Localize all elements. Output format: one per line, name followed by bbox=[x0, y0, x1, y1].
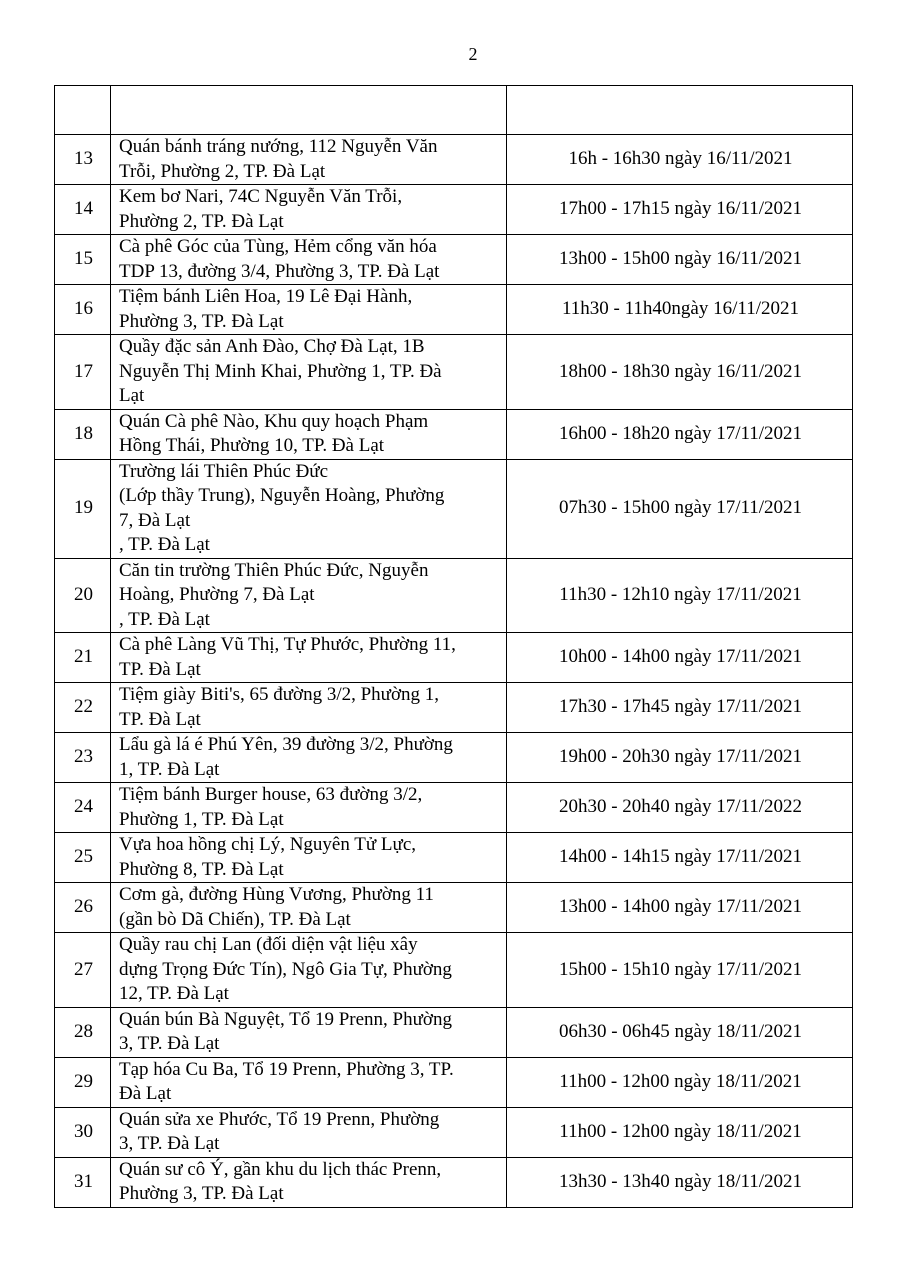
location-line: (Lớp thầy Trung), Nguyễn Hoàng, Phường bbox=[119, 485, 445, 506]
location-cell bbox=[111, 335, 507, 410]
location-cell bbox=[111, 1107, 507, 1157]
time-cell: 18h00 - 18h30 ngày 16/11/2021 bbox=[507, 335, 853, 410]
location-line: 3, TP. Đà Lạt bbox=[119, 1133, 220, 1154]
location-line: Căn tin trường Thiên Phúc Đức, Nguyễn bbox=[119, 559, 429, 581]
location-line: 3, TP. Đà Lạt bbox=[119, 1033, 220, 1054]
location-line: Phường 3, TP. Đà Lạt bbox=[119, 1183, 284, 1204]
location-line: Tiệm giày Biti's, 65 đường 3/2, Phường 1, bbox=[119, 684, 440, 705]
row-number-cell: 19 bbox=[55, 459, 111, 558]
header-cell-time bbox=[507, 86, 853, 135]
location-line: Cơm gà, đường Hùng Vương, Phường 11 bbox=[119, 884, 434, 905]
header-cell-number bbox=[55, 86, 111, 135]
location-cell bbox=[111, 1057, 507, 1107]
table-row bbox=[55, 558, 853, 633]
location-cell bbox=[111, 683, 507, 733]
table-row bbox=[55, 883, 853, 933]
time-cell: 20h30 - 20h40 ngày 17/11/2022 bbox=[507, 783, 853, 833]
row-number-cell: 23 bbox=[55, 733, 111, 783]
table-row bbox=[55, 783, 853, 833]
row-number-cell: 17 bbox=[55, 335, 111, 410]
table-row bbox=[55, 459, 853, 558]
location-line: Hồng Thái, Phường 10, TP. Đà Lạt bbox=[119, 435, 385, 456]
time-cell: 17h30 - 17h45 ngày 17/11/2021 bbox=[507, 683, 853, 733]
location-cell bbox=[111, 135, 507, 185]
location-line: Vựa hoa hồng chị Lý, Nguyên Tử Lực, bbox=[119, 834, 417, 855]
location-cell bbox=[111, 883, 507, 933]
table-row bbox=[55, 833, 853, 883]
row-number-cell: 28 bbox=[55, 1007, 111, 1057]
time-cell: 07h30 - 15h00 ngày 17/11/2021 bbox=[507, 459, 853, 558]
location-line: Phường 3, TP. Đà Lạt bbox=[119, 310, 284, 332]
row-number-cell: 25 bbox=[55, 833, 111, 883]
time-cell: 16h - 16h30 ngày 16/11/2021 bbox=[507, 135, 853, 185]
row-number-cell: 24 bbox=[55, 783, 111, 833]
time-cell: 10h00 - 14h00 ngày 17/11/2021 bbox=[507, 633, 853, 683]
location-line: Kem bơ Nari, 74C Nguyễn Văn Trỗi, bbox=[119, 186, 403, 207]
location-line: , TP. Đà Lạt bbox=[119, 608, 210, 630]
location-cell bbox=[111, 285, 507, 335]
location-line: , TP. Đà Lạt bbox=[119, 534, 210, 555]
location-line: Quán sửa xe Phước, Tổ 19 Prenn, Phường bbox=[119, 1108, 440, 1130]
row-number-cell: 16 bbox=[55, 285, 111, 335]
time-cell: 06h30 - 06h45 ngày 18/11/2021 bbox=[507, 1007, 853, 1057]
row-number-cell: 22 bbox=[55, 683, 111, 733]
time-cell: 15h00 - 15h10 ngày 17/11/2021 bbox=[507, 933, 853, 1008]
location-line: Phường 2, TP. Đà Lạt bbox=[119, 210, 284, 232]
location-line: Cà phê Góc của Tùng, Hẻm cổng văn hóa bbox=[119, 236, 437, 257]
time-cell: 11h30 - 12h10 ngày 17/11/2021 bbox=[507, 558, 853, 633]
location-line: Trỗi, Phường 2, TP. Đà Lạt bbox=[119, 160, 326, 182]
row-number-cell: 15 bbox=[55, 235, 111, 285]
location-line: Cà phê Làng Vũ Thị, Tự Phước, Phường 11, bbox=[119, 634, 456, 655]
time-cell: 14h00 - 14h15 ngày 17/11/2021 bbox=[507, 833, 853, 883]
location-line: (gần bò Dã Chiến), TP. Đà Lạt bbox=[119, 908, 351, 930]
table-row bbox=[55, 185, 853, 235]
location-cell bbox=[111, 1157, 507, 1207]
location-line: TP. Đà Lạt bbox=[119, 708, 201, 730]
schedule-table-body bbox=[55, 86, 853, 1208]
header-cell-place bbox=[111, 86, 507, 135]
location-cell bbox=[111, 459, 507, 558]
location-line: 12, TP. Đà Lạt bbox=[119, 983, 229, 1004]
location-line: Quán bánh tráng nướng, 112 Nguyễn Văn bbox=[119, 136, 438, 157]
time-cell: 19h00 - 20h30 ngày 17/11/2021 bbox=[507, 733, 853, 783]
location-line: 1, TP. Đà Lạt bbox=[119, 758, 220, 780]
row-number-cell: 27 bbox=[55, 933, 111, 1008]
location-cell bbox=[111, 409, 507, 459]
row-number-cell: 13 bbox=[55, 135, 111, 185]
location-line: Tiệm bánh Burger house, 63 đường 3/2, bbox=[119, 784, 423, 805]
location-line: Tạp hóa Cu Ba, Tổ 19 Prenn, Phường 3, TP. bbox=[119, 1058, 454, 1080]
time-cell: 11h30 - 11h40ngày 16/11/2021 bbox=[507, 285, 853, 335]
location-line: dựng Trọng Đức Tín), Ngô Gia Tự, Phường bbox=[119, 958, 452, 980]
table-row bbox=[55, 1157, 853, 1207]
location-line: 7, Đà Lạt bbox=[119, 509, 191, 531]
location-cell bbox=[111, 783, 507, 833]
table-row bbox=[55, 733, 853, 783]
table-row bbox=[55, 285, 853, 335]
location-line: Quán sư cô Ý, gần khu du lịch thác Prenn, bbox=[119, 1158, 442, 1180]
row-number-cell: 31 bbox=[55, 1157, 111, 1207]
table-row bbox=[55, 1057, 853, 1107]
table-row bbox=[55, 409, 853, 459]
page-number: 2 bbox=[468, 44, 478, 64]
location-cell bbox=[111, 185, 507, 235]
location-line: Quầy rau chị Lan (đối diện vật liệu xây bbox=[119, 934, 418, 955]
row-number-cell: 26 bbox=[55, 883, 111, 933]
location-line: Nguyễn Thị Minh Khai, Phường 1, TP. Đà bbox=[119, 360, 442, 382]
location-line: Lạt bbox=[119, 385, 145, 406]
time-cell: 13h00 - 15h00 ngày 16/11/2021 bbox=[507, 235, 853, 285]
row-number-cell: 30 bbox=[55, 1107, 111, 1157]
table-row bbox=[55, 135, 853, 185]
time-cell: 13h00 - 14h00 ngày 17/11/2021 bbox=[507, 883, 853, 933]
location-line: Quán bún Bà Nguyệt, Tổ 19 Prenn, Phường bbox=[119, 1008, 452, 1030]
schedule-table bbox=[54, 85, 853, 1208]
location-line: Phường 8, TP. Đà Lạt bbox=[119, 858, 284, 880]
location-line: Đà Lạt bbox=[119, 1083, 172, 1104]
table-row bbox=[55, 235, 853, 285]
location-cell bbox=[111, 1007, 507, 1057]
location-line: TDP 13, đường 3/4, Phường 3, TP. Đà Lạt bbox=[119, 260, 440, 282]
row-number-cell: 20 bbox=[55, 558, 111, 633]
row-number-cell: 18 bbox=[55, 409, 111, 459]
location-cell bbox=[111, 933, 507, 1008]
location-line: TP. Đà Lạt bbox=[119, 658, 201, 680]
location-line: Quầy đặc sản Anh Đào, Chợ Đà Lạt, 1B bbox=[119, 336, 425, 357]
location-line: Lẩu gà lá é Phú Yên, 39 đường 3/2, Phường bbox=[119, 734, 453, 755]
time-cell: 11h00 - 12h00 ngày 18/11/2021 bbox=[507, 1057, 853, 1107]
location-line: Hoàng, Phường 7, Đà Lạt bbox=[119, 584, 315, 605]
table-row bbox=[55, 1107, 853, 1157]
time-cell: 11h00 - 12h00 ngày 18/11/2021 bbox=[507, 1107, 853, 1157]
table-row bbox=[55, 1007, 853, 1057]
row-number-cell: 14 bbox=[55, 185, 111, 235]
location-cell bbox=[111, 235, 507, 285]
location-cell bbox=[111, 733, 507, 783]
table-header-row bbox=[55, 86, 853, 135]
time-cell: 13h30 - 13h40 ngày 18/11/2021 bbox=[507, 1157, 853, 1207]
row-number-cell: 21 bbox=[55, 633, 111, 683]
table-row bbox=[55, 335, 853, 410]
time-cell: 16h00 - 18h20 ngày 17/11/2021 bbox=[507, 409, 853, 459]
table-row bbox=[55, 683, 853, 733]
location-cell bbox=[111, 633, 507, 683]
table-row bbox=[55, 633, 853, 683]
table-row bbox=[55, 933, 853, 1008]
location-cell bbox=[111, 833, 507, 883]
location-cell bbox=[111, 558, 507, 633]
row-number-cell: 29 bbox=[55, 1057, 111, 1107]
location-line: Tiệm bánh Liên Hoa, 19 Lê Đại Hành, bbox=[119, 286, 413, 307]
location-line: Trường lái Thiên Phúc Đức bbox=[119, 460, 329, 482]
location-line: Quán Cà phê Nào, Khu quy hoạch Phạm bbox=[119, 410, 429, 432]
time-cell: 17h00 - 17h15 ngày 16/11/2021 bbox=[507, 185, 853, 235]
location-line: Phường 1, TP. Đà Lạt bbox=[119, 808, 284, 830]
